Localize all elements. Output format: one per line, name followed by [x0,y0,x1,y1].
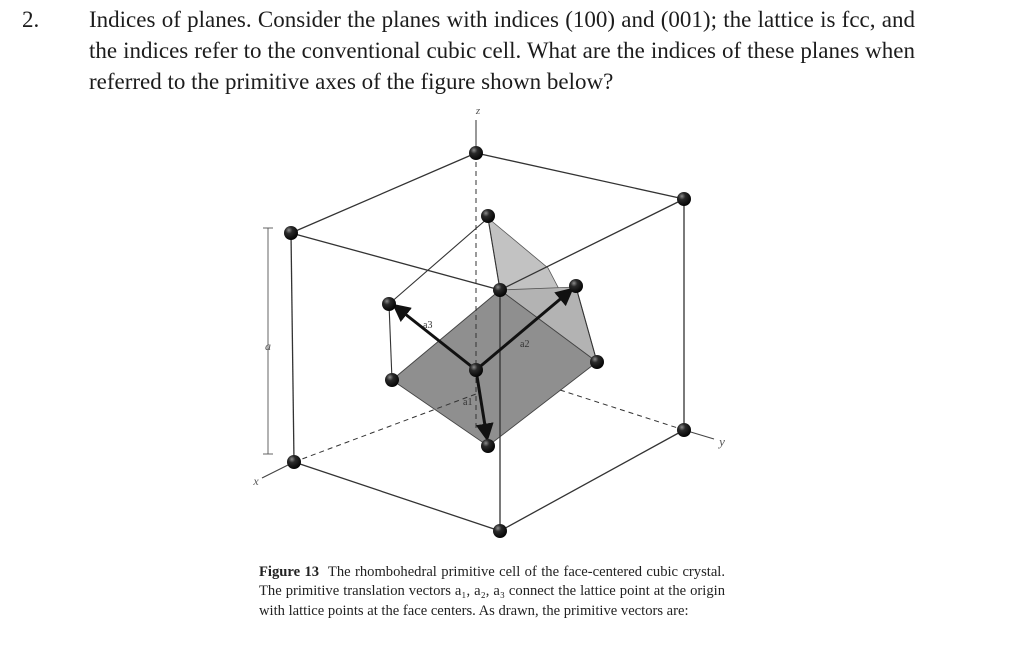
vector-a1-label: a1 [463,397,473,408]
cube-edge [500,430,684,531]
problem-number: 2. [22,7,40,32]
z-axis-label: z [475,105,481,117]
lattice-atom [569,279,583,293]
x-axis-label: x [253,474,259,488]
lattice-atom [493,283,507,297]
cube-edge [476,153,684,199]
problem-statement: Indices of planes. Consider the planes with indices (100) and (001); the lattice is fcc, and the indices refer to the conventional cubic cell. What are the indices of these planes when referred to the primitive axes of the figure shown below? [89,7,915,94]
cube-edge [500,199,684,290]
figure-caption-label: Figure 13 [259,564,320,580]
cube-edge [291,153,476,233]
lattice-atom [481,209,495,223]
lattice-atom [382,297,396,311]
cube-edge [294,462,500,531]
lattice-atom [481,439,495,453]
cube-edge [291,233,294,462]
cell-edge [389,218,488,304]
cube-edge-hidden [294,394,476,462]
vector-a3-label: a3 [423,320,433,331]
lattice-atom-origin [469,363,483,377]
cell-edge [389,304,392,380]
lattice-atom [469,146,483,160]
lattice-atom [677,423,691,437]
lattice-atom [284,226,298,240]
lattice-atom [385,373,399,387]
lattice-atom [493,524,507,538]
cube-edge [291,233,500,290]
vector-a2-label: a2 [520,339,530,350]
edge-length-label: a [265,339,271,353]
lattice-atom [590,355,604,369]
cube-edge-hidden [560,390,684,430]
figure-caption [259,563,725,621]
lattice-atom [677,192,691,206]
y-axis-label: y [719,434,725,449]
figure-caption-text: The rhombohedral primitive cell of the face-centered cubic crystal. The primitive translation vectors a₁, a₂, a₃ connect the lattice point at the origin with lattice points at the face centers. As drawn, the primitive vectors are: [259,564,725,619]
lattice-atom [287,455,301,469]
